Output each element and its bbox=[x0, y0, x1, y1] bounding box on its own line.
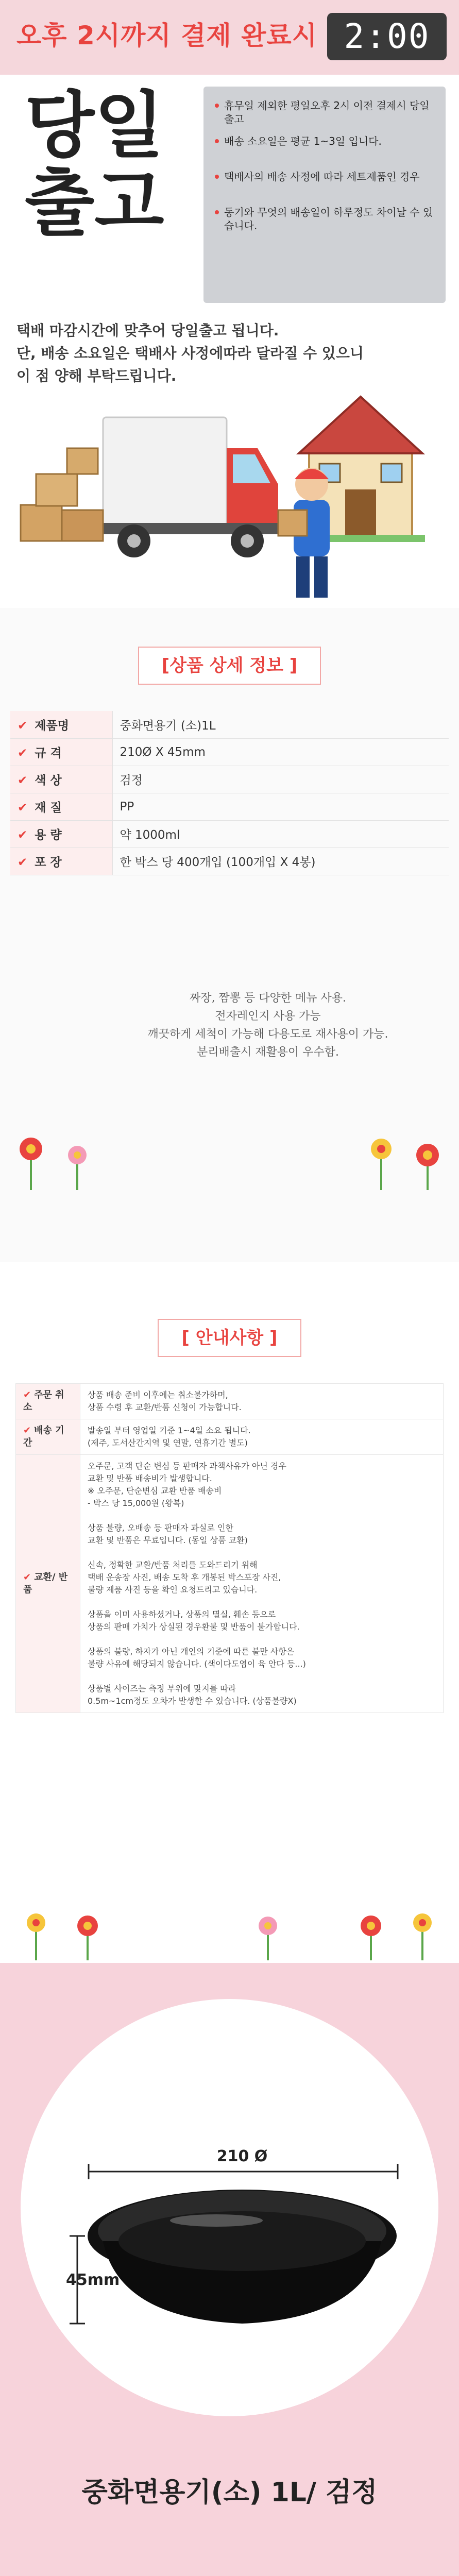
spec-value: PP bbox=[112, 793, 449, 820]
note-item bbox=[215, 167, 434, 202]
note-text: 휴무일 제외한 평일오후 2시 이전 결제시 당일 출고 bbox=[224, 99, 430, 125]
guide-content: 상품 배송 준비 이후에는 취소불가하며, 상품 수령 후 교환/반품 신청이 가능합니다. bbox=[80, 1384, 444, 1419]
flower-icon bbox=[416, 1144, 439, 1190]
shipping-banner bbox=[0, 0, 459, 75]
product-detail-section bbox=[0, 608, 459, 1262]
spec-label: ✔ 제품명 bbox=[10, 711, 112, 738]
truck-icon bbox=[100, 417, 281, 557]
note-text: 배송 소요일은 평균 1~3일 입니다. bbox=[224, 135, 382, 147]
guide-title-text: [ 안내사항 ] bbox=[158, 1319, 301, 1357]
note-item bbox=[215, 131, 434, 167]
usage-line: 깨끗하게 세척이 가능해 다용도로 재사용이 가능. bbox=[147, 1028, 388, 1041]
shipping-notes bbox=[203, 87, 446, 303]
flower-icon bbox=[371, 1139, 392, 1190]
flower-icon bbox=[77, 1916, 98, 1960]
check-icon: ✔ bbox=[18, 747, 28, 760]
bullet-icon bbox=[215, 175, 219, 179]
usage-line: 분리배출시 재활용이 우수함. bbox=[196, 1046, 339, 1059]
bowl-dimension-illustration bbox=[0, 1963, 459, 2427]
courier-icon bbox=[278, 468, 330, 598]
table-row bbox=[16, 1384, 444, 1419]
flower-decoration bbox=[0, 1123, 459, 1195]
spec-label: ✔ 포 장 bbox=[10, 848, 112, 875]
guide-label: ✔ 배송 기간 bbox=[16, 1419, 80, 1455]
same-day-title bbox=[25, 84, 179, 245]
spec-label: ✔ 재 질 bbox=[10, 793, 112, 820]
diameter-dimension bbox=[89, 2164, 398, 2179]
guide-content: 오주문, 고객 단순 변심 등 판매자 과책사유가 아닌 경우 교환 및 반품 배송비가 발생합니다. ※ 오주문, 단순변심 교환 반품 배송비 - 박스 당 15,000원 (왕복) 상품 불량, 오배송 등 판매자 과실로 인한 교환 및 반품은 무료입니다. (동일 상품 교환) 신속, 정확한 교환/반품 처리를 도와드리기 위해 택배 운송장 사진, 배송 도착 후 개봉된 박스포장 사진, 불량 제품 사진 등을 확인 요청드리고 있습니다. 상품을 이미 사용하셨거나, 상품의 멸실, 훼손 등으로 상품의 판매 가치가 상실된 경우환불 및 반품이 불가합니다. 상품의 불량, 하자가 아닌 개인의 기준에 따른 불만 사항은 불량 사유에 해당되지 않습니다. (색이다도염이 육 안다 등...) 상품별 사이즈는 측정 부위에 맞지를 따라 0.5m~1cm정도 오차가 발생할 수 있습니다. (상품불량X) bbox=[80, 1455, 444, 1713]
flower-icon bbox=[361, 1916, 381, 1960]
table-row bbox=[16, 1455, 444, 1713]
detail-section-title bbox=[0, 647, 459, 683]
spec-label: ✔ 규 격 bbox=[10, 738, 112, 766]
usage-line: 짜장, 짬뽕 등 다양한 메뉴 사용. bbox=[190, 992, 346, 1005]
diameter-label: 210 Ø bbox=[216, 2147, 268, 2165]
bowl-icon bbox=[88, 2190, 397, 2324]
spec-value: 210Ø X 45mm bbox=[112, 738, 449, 766]
check-icon: ✔ bbox=[18, 719, 28, 733]
guide-label: ✔ 주문 취소 bbox=[16, 1384, 80, 1419]
description-line: 이 점 양해 부탁드립니다. bbox=[16, 367, 177, 384]
spec-label: ✔ 색 상 bbox=[10, 766, 112, 793]
note-item bbox=[215, 96, 434, 131]
flower-icon bbox=[20, 1138, 42, 1190]
same-day-shipping-section bbox=[0, 0, 459, 608]
usage-line: 전자레인지 사용 가능 bbox=[215, 1010, 321, 1023]
guide-section-title bbox=[0, 1319, 459, 1355]
description-line: 단, 배송 소요일은 택배사 사정에따라 달라질 수 있으니 bbox=[16, 345, 364, 362]
table-row bbox=[10, 848, 449, 875]
product-name: 중화면용기(소) 1L/ 검정 bbox=[81, 2477, 378, 2508]
description-line: 택배 마감시간에 맞추어 당일출고 됩니다. bbox=[16, 322, 279, 339]
table-row bbox=[16, 1419, 444, 1455]
table-row bbox=[10, 711, 449, 738]
check-icon: ✔ bbox=[23, 1425, 31, 1436]
guide-table bbox=[15, 1383, 444, 1713]
usage-note bbox=[103, 989, 433, 1061]
spec-table bbox=[10, 711, 449, 875]
spec-value: 중화면용기 (소)1L bbox=[112, 711, 449, 738]
spec-value: 약 1000ml bbox=[112, 820, 449, 848]
flower-icon bbox=[27, 1913, 45, 1960]
spec-label: ✔ 용 량 bbox=[10, 820, 112, 848]
guide-section bbox=[0, 1262, 459, 1963]
height-label: 45mm bbox=[66, 2271, 120, 2289]
detail-title-text: [상품 상세 정보 ] bbox=[138, 647, 321, 685]
flower-icon bbox=[259, 1917, 277, 1960]
bullet-icon bbox=[215, 210, 219, 214]
note-text: 택배사의 배송 사정에 따라 세트제품인 경우 bbox=[224, 171, 420, 183]
table-row bbox=[10, 793, 449, 820]
title-line-2: 출고 bbox=[25, 161, 164, 245]
guide-content: 발송일 부터 영업일 기준 1~4일 소요 됩니다. (제주, 도서산간지역 및 연말, 연휴기간 별도) bbox=[80, 1419, 444, 1455]
check-icon: ✔ bbox=[18, 828, 28, 842]
note-item bbox=[215, 202, 434, 238]
check-icon: ✔ bbox=[23, 1389, 31, 1400]
banner-title: 오후 2시까지 결제 완료시 bbox=[16, 21, 318, 50]
bullet-icon bbox=[215, 139, 219, 143]
check-icon: ✔ bbox=[23, 1572, 31, 1583]
check-icon: ✔ bbox=[18, 801, 28, 815]
check-icon: ✔ bbox=[18, 774, 28, 787]
spec-value: 한 박스 당 400개입 (100개입 X 4봉) bbox=[112, 848, 449, 875]
check-icon: ✔ bbox=[18, 856, 28, 869]
table-row bbox=[10, 766, 449, 793]
guide-label: ✔ 교환/ 반품 bbox=[16, 1455, 80, 1713]
delivery-illustration bbox=[0, 386, 459, 608]
product-visual-section bbox=[0, 1963, 459, 2576]
shipping-description bbox=[16, 319, 408, 387]
table-row bbox=[10, 738, 449, 766]
flower-decoration bbox=[0, 1901, 459, 1963]
table-row bbox=[10, 820, 449, 848]
flower-icon bbox=[68, 1146, 87, 1190]
title-line-1: 당일 bbox=[25, 84, 164, 168]
note-text: 동기와 무엇의 배송일이 하루정도 차이날 수 있습니다. bbox=[224, 206, 433, 232]
clock-display: 2:00 bbox=[327, 13, 447, 60]
flower-icon bbox=[413, 1913, 432, 1960]
spec-value: 검정 bbox=[112, 766, 449, 793]
bullet-icon bbox=[215, 104, 219, 108]
boxes-icon bbox=[21, 448, 103, 541]
